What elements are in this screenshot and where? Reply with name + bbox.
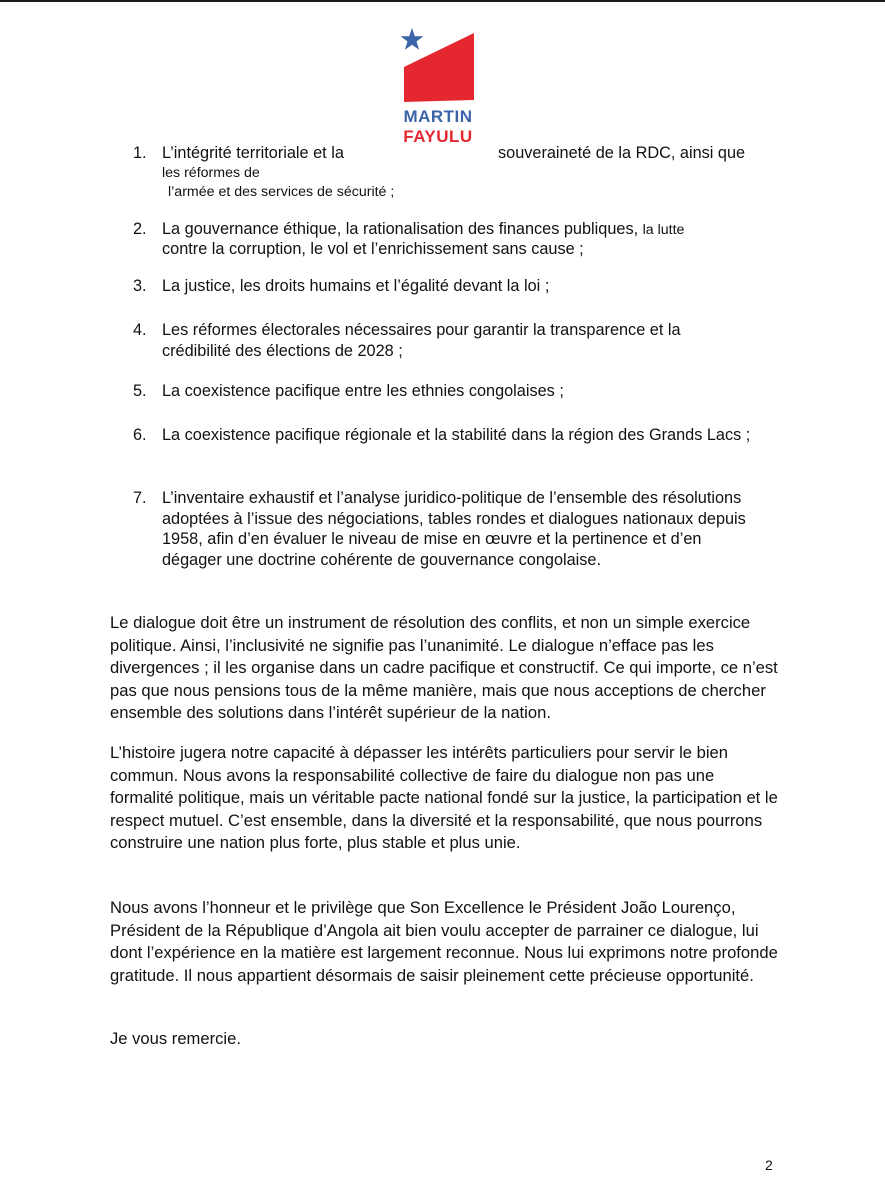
body-paragraph: L’histoire jugera notre capacité à dépasser les intérêts particuliers pour servir le bien commun. Nous avons la responsabilité collective de faire du dialogue non pas une formalité politique, mais un véritable pacte national fondé sur la justice, la participation et le respect mutuel. C’est ensemble, dans la diversité et la responsabilité, que nous pourrons construire une nation plus forte, plus stable et plus unie. [110,743,778,853]
list-text: L’inventaire exhaustif et l’analyse juridico-politique de l’ensemble des résolutions adoptées à l’issue des négociations, tables rondes et dialogues nationaux depuis 1958, afin d’en évaluer le niveau de mise en œuvre et la pertinence et d’en dégager une doctrine cohérente de gouvernance congolaise. [162,489,746,569]
list-text-line: l’armée et des services de sécurité ; [168,184,395,200]
list-item [133,143,773,205]
list-text: La justice, les droits humains et l’égalité devant la loi ; [162,277,550,295]
logo-first-name: MARTIN [403,107,473,126]
party-logo [396,24,480,150]
list-text-line: L’intégrité territoriale et la [162,144,344,162]
list-number: 5. [133,382,147,400]
list-text: La coexistence pacifique entre les ethnies congolaises ; [162,382,564,400]
list-text: Les réformes électorales nécessaires pour garantir la transparence et la crédibilité des élections de 2028 ; [162,321,681,360]
body-paragraph: Le dialogue doit être un instrument de résolution des conflits, et non un simple exercice politique. Ainsi, l’inclusivité ne signifie pas l’unanimité. Le dialogue n’efface pas les divergences ; il les organise dans un cadre pacifique et constructif. Ce qui importe, ce n’est pas que nous pensions tous de la même manière, mais que nous acceptions de chercher ensemble des solutions dans l’intérêt supérieur de la nation. [110,613,778,723]
list-text-line: les réformes de [162,165,260,181]
list-text-line: souveraineté de la RDC, ainsi que [498,144,746,162]
list-number: 6. [133,426,147,444]
list-number: 2. [133,220,147,238]
list-item [133,219,773,261]
logo-mark [396,24,480,108]
list-text-line: contre la corruption, le vol et l’enrichissement sans cause ; [162,240,584,258]
body-paragraph: Nous avons l’honneur et le privilège que Son Excellence le Président João Lourenço, Président de la République d’Angola ait bien voulu accepter de parrainer ce dialogue, lui dont l’expérience en la matière est largement reconnue. Nous lui exprimons notre profonde gratitude. Il nous appartient désormais de saisir pleinement cette précieuse opportunité. [110,898,778,985]
list-number: 7. [133,489,147,507]
list-text-main: La gouvernance éthique, la rationalisation des finances publiques, [162,220,639,238]
list-number: 1. [133,144,147,162]
closing-line: Je vous remercie. [110,1029,241,1048]
star-icon [401,28,424,50]
page-top-border [0,0,885,2]
list-text-small: la lutte [642,222,685,238]
list-number: 3. [133,277,147,295]
page-number: 2 [765,1157,773,1173]
list-text: La coexistence pacifique régionale et la stabilité dans la région des Grands Lacs ; [162,426,751,444]
list-number: 4. [133,321,147,339]
logo-last-name: FAYULU [403,127,473,146]
